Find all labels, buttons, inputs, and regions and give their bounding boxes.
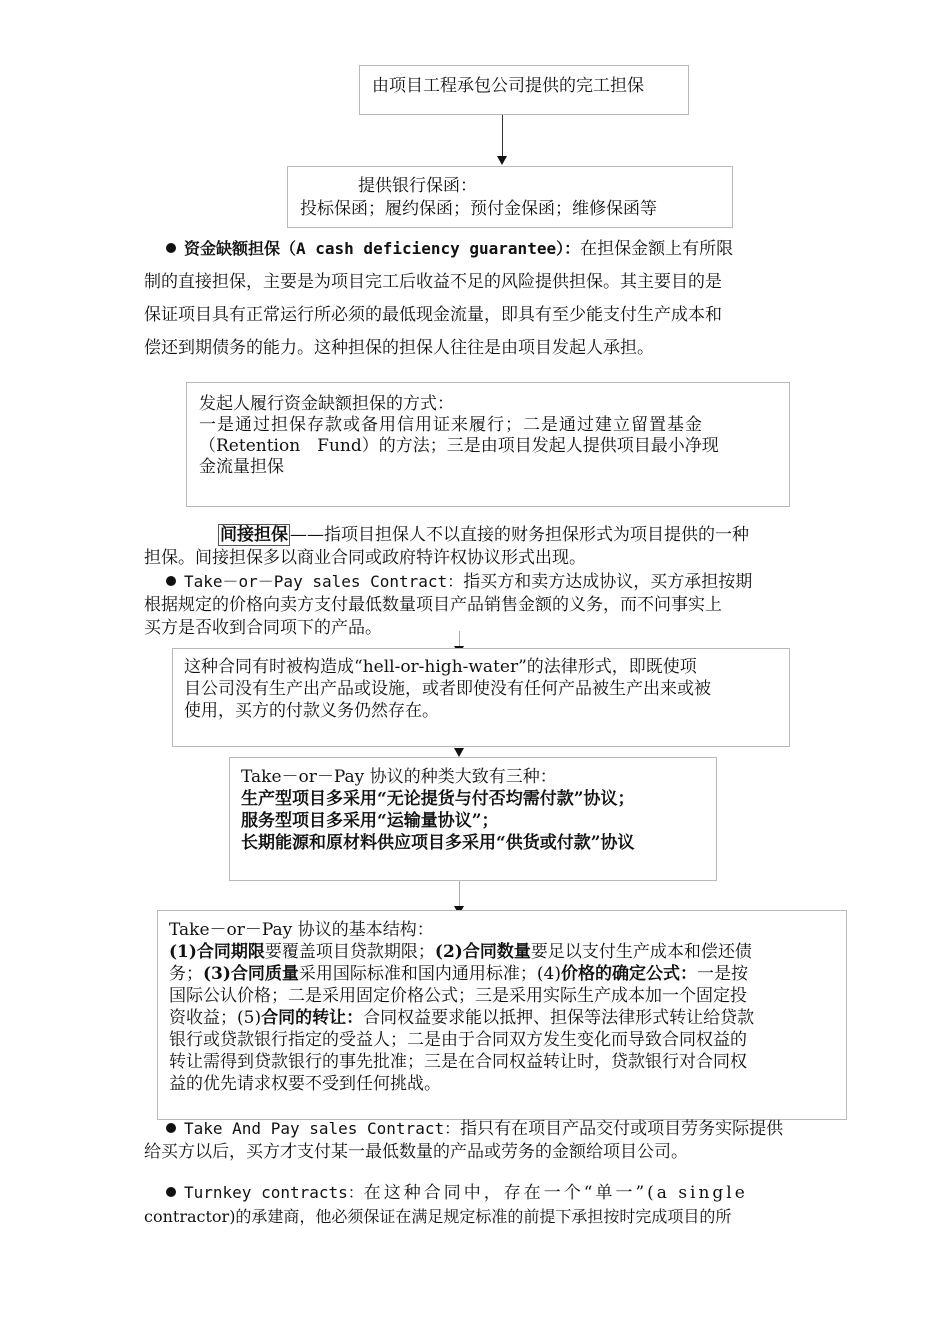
structure-text: 要覆盖项目贷款期限； — [264, 942, 435, 962]
bullet-icon — [166, 576, 176, 586]
bullet-icon — [166, 1187, 176, 1197]
hell-box-line: 这种合同有时被构造成“hell-or-high-water”的法律形式，即既使项 — [184, 657, 697, 677]
arrow-down-icon — [454, 748, 464, 757]
sponsor-methods-title: 发起人履行资金缺额担保的方式： — [199, 394, 454, 414]
flow-connector — [502, 115, 503, 157]
price-formula-label: 价格的确定公式： — [561, 964, 698, 984]
paragraph-line: 制的直接担保，主要是为项目完工后收益不足的风险提供担保。其主要目的是 — [144, 272, 722, 292]
take-or-pay-paragraph — [144, 570, 824, 640]
types-line: 服务型项目多采用“运输量协议”； — [241, 811, 499, 831]
hell-box-line: 目公司没有生产出产品或设施，或者即使没有任何产品被生产出来或被 — [184, 679, 711, 699]
structure-line: 银行或贷款银行指定的受益人；二是由于合同双方发生变化而导致合同权益的 — [169, 1030, 747, 1050]
indirect-guarantee-paragraph — [144, 524, 824, 570]
bank-guarantee-types: 投标保函；履约保函；预付金保函；维修保函等 — [300, 199, 657, 219]
indirect-guarantee-term: 间接担保 — [220, 525, 288, 545]
types-title: Take－or－Pay 协议的种类大致有三种： — [241, 767, 557, 787]
paragraph-line: 根据规定的价格向卖方支付最低数量项目产品销售金额的义务，而不问事实上 — [144, 595, 722, 615]
structure-text: 务； — [169, 964, 203, 984]
structure-line: 益的优先请求权要不受到任何挑战。 — [169, 1074, 441, 1094]
sponsor-methods-line: （Retention Fund）的方法；三是由项目发起人提供项目最小净现 — [199, 436, 719, 456]
paragraph-text: 指买方和卖方达成协议，买方承担按期 — [463, 572, 753, 592]
sponsor-methods-box — [186, 382, 790, 507]
structure-title: Take－or－Pay 协议的基本结构： — [169, 920, 434, 940]
contract-term-label: (1)合同期限 — [169, 942, 265, 962]
types-line: 生产型项目多采用“无论提货与付否均需付款”协议； — [241, 789, 635, 809]
paragraph-line: 买方是否收到合同项下的产品。 — [144, 618, 382, 638]
structure-text: 合同权益要求能以抵押、担保等法律形式转让给贷款 — [363, 1008, 755, 1028]
completion-guarantee-box — [359, 65, 689, 115]
dash-text: —— — [290, 525, 324, 545]
structure-line: 转让需得到贷款银行的事先批准；三是在合同权益转让时，贷款银行对合同权 — [169, 1052, 747, 1072]
hell-box-line: 使用，买方的付款义务仍然存在。 — [184, 701, 439, 721]
take-or-pay-types-box — [229, 757, 717, 881]
cash-deficiency-term: 资金缺额担保（A cash deficiency guarantee）： — [184, 239, 581, 258]
paragraph-line: 偿还到期债务的能力。这种担保的担保人往往是由项目发起人承担。 — [144, 338, 654, 358]
paragraph-line: 担保。间接担保多以商业合同或政府特许权协议形式出现。 — [144, 548, 586, 568]
contract-transfer-label: 合同的转让： — [261, 1008, 364, 1028]
take-or-pay-term: Take－or－Pay sales Contract： — [184, 572, 464, 591]
completion-guarantee-text: 由项目工程承包公司提供的完工担保 — [372, 76, 644, 96]
structure-text: 一是按 — [697, 964, 749, 984]
paragraph-line: contractor)的承建商，他必须保证在满足规定标准的前提下承担按时完成项目的所 — [144, 1207, 732, 1226]
structure-text: 资收益； — [169, 1008, 237, 1028]
cash-deficiency-paragraph — [144, 232, 824, 365]
structure-line — [169, 1007, 754, 1029]
bank-guarantee-box — [287, 166, 733, 228]
paragraph-text: 指项目担保人不以直接的财务担保形式为项目提供的一种 — [324, 525, 749, 545]
bullet-icon — [166, 1123, 176, 1133]
structure-text: 要足以支付生产成本和偿还债 — [530, 942, 752, 962]
take-and-pay-paragraph — [144, 1117, 854, 1164]
flow-connector — [459, 881, 460, 908]
contract-quality-label: (3)合同质量 — [203, 964, 299, 984]
take-or-pay-structure-box — [157, 910, 847, 1120]
structure-line — [169, 963, 748, 985]
turnkey-term: Turnkey contracts： — [184, 1183, 364, 1202]
turnkey-paragraph — [144, 1181, 854, 1228]
structure-text: 采用国际标准和国内通用标准； — [298, 964, 537, 984]
sponsor-methods-line: 一是通过担保存款或备用信用证来履行；二是通过建立留置基金 — [199, 415, 703, 435]
paragraph-text: 在担保金额上有所限 — [580, 239, 734, 259]
types-line: 长期能源和原材料供应项目多采用“供货或付款”协议 — [241, 833, 635, 853]
paragraph-line: 保证项目具有正常运行所必须的最低现金流量，即具有至少能支付生产成本和 — [144, 305, 722, 325]
sponsor-methods-line: 金流量担保 — [199, 457, 284, 477]
take-and-pay-term: Take And Pay sales Contract： — [184, 1119, 461, 1138]
contract-quantity-label: (2)合同数量 — [434, 942, 531, 962]
bullet-icon — [166, 243, 176, 253]
hell-or-high-water-box — [172, 648, 790, 747]
structure-text: (5) — [237, 1008, 262, 1028]
paragraph-text: 指只有在项目产品交付或项目劳务实际提供 — [460, 1119, 784, 1139]
structure-line — [169, 941, 752, 963]
structure-line: 国际公认价格；二是采用固定价格公式；三是采用实际生产成本加一个固定投 — [169, 986, 747, 1006]
arrow-down-icon — [497, 156, 507, 165]
paragraph-line: 给买方以后，买方才支付某一最低数量的产品或劳务的金额给项目公司。 — [144, 1142, 688, 1162]
bank-guarantee-title: 提供银行保函： — [358, 176, 477, 196]
structure-text: (4) — [536, 964, 562, 984]
paragraph-text: 在这种合同中，存在一个“单一”(a single — [363, 1183, 748, 1203]
